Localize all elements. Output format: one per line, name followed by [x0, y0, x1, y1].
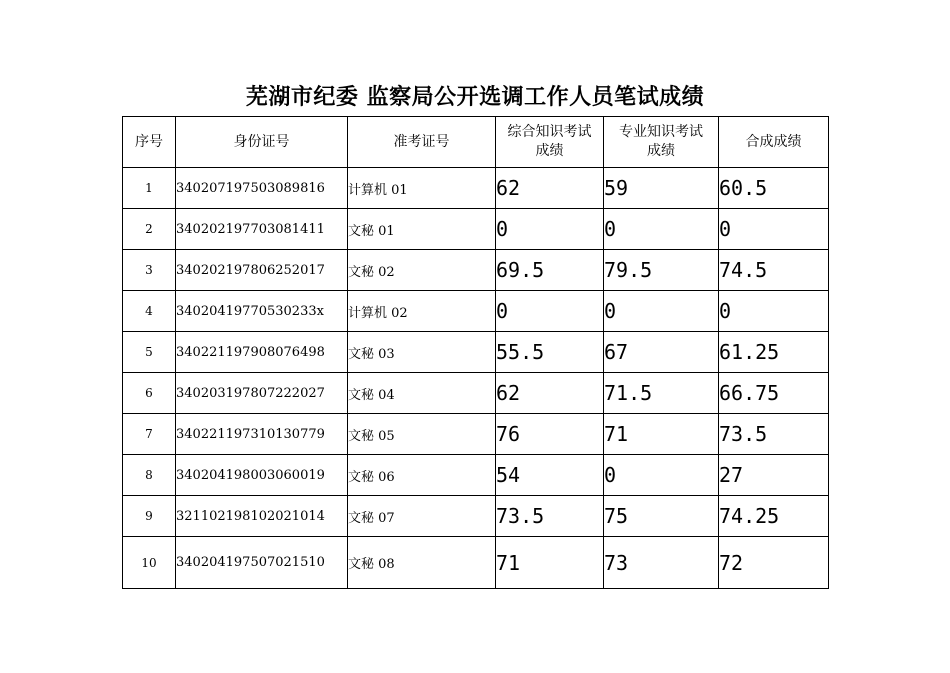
header-total-score: 合成成绩 [719, 117, 829, 168]
ticket-number-cell: 文秘 05 [348, 414, 496, 455]
table-row [123, 373, 829, 414]
professional-score-cell: 67 [604, 332, 719, 373]
general-score-cell: 0 [496, 291, 604, 332]
general-score-cell: 73.5 [496, 496, 604, 537]
table-row [123, 332, 829, 373]
id-number-cell: 321102198102021014 [176, 496, 348, 537]
general-score-cell: 76 [496, 414, 604, 455]
header-id-number: 身份证号 [176, 117, 348, 168]
seq-cell: 10 [123, 537, 176, 589]
table-row [123, 250, 829, 291]
header-row [123, 117, 829, 168]
total-score-cell: 0 [719, 291, 829, 332]
id-number-cell: 340221197310130779 [176, 414, 348, 455]
table-row [123, 496, 829, 537]
professional-score-cell: 71 [604, 414, 719, 455]
total-score-cell: 74.25 [719, 496, 829, 537]
table-row [123, 168, 829, 209]
id-number-cell: 340202197703081411 [176, 209, 348, 250]
table-body [123, 168, 829, 589]
general-score-cell: 69.5 [496, 250, 604, 291]
seq-cell: 4 [123, 291, 176, 332]
total-score-cell: 74.5 [719, 250, 829, 291]
total-score-cell: 73.5 [719, 414, 829, 455]
id-number-cell: 340204198003060019 [176, 455, 348, 496]
seq-cell: 9 [123, 496, 176, 537]
general-score-cell: 54 [496, 455, 604, 496]
table-row [123, 455, 829, 496]
professional-score-cell: 73 [604, 537, 719, 589]
table-row [123, 291, 829, 332]
header-professional-score: 专业知识考试成绩 [604, 117, 719, 168]
ticket-number-cell: 计算机 01 [348, 168, 496, 209]
id-number-cell: 340202197806252017 [176, 250, 348, 291]
ticket-number-cell: 文秘 01 [348, 209, 496, 250]
ticket-number-cell: 文秘 08 [348, 537, 496, 589]
ticket-number-cell: 文秘 04 [348, 373, 496, 414]
total-score-cell: 66.75 [719, 373, 829, 414]
seq-cell: 3 [123, 250, 176, 291]
general-score-cell: 62 [496, 373, 604, 414]
total-score-cell: 0 [719, 209, 829, 250]
id-number-cell: 34020419770530233x [176, 291, 348, 332]
total-score-cell: 27 [719, 455, 829, 496]
table-row [123, 209, 829, 250]
page-title: 芜湖市纪委 监察局公开选调工作人员笔试成绩 [245, 85, 705, 110]
total-score-cell: 60.5 [719, 168, 829, 209]
general-score-cell: 55.5 [496, 332, 604, 373]
professional-score-cell: 0 [604, 209, 719, 250]
score-table [122, 116, 829, 589]
table-row [123, 537, 829, 589]
professional-score-cell: 75 [604, 496, 719, 537]
professional-score-cell: 79.5 [604, 250, 719, 291]
id-number-cell: 340204197507021510 [176, 537, 348, 589]
id-number-cell: 340221197908076498 [176, 332, 348, 373]
seq-cell: 5 [123, 332, 176, 373]
total-score-cell: 61.25 [719, 332, 829, 373]
professional-score-cell: 71.5 [604, 373, 719, 414]
id-number-cell: 340203197807222027 [176, 373, 348, 414]
ticket-number-cell: 文秘 02 [348, 250, 496, 291]
ticket-number-cell: 文秘 06 [348, 455, 496, 496]
ticket-number-cell: 文秘 03 [348, 332, 496, 373]
header-seq: 序号 [123, 117, 176, 168]
header-ticket-number: 准考证号 [348, 117, 496, 168]
professional-score-cell: 59 [604, 168, 719, 209]
seq-cell: 8 [123, 455, 176, 496]
id-number-cell: 340207197503089816 [176, 168, 348, 209]
general-score-cell: 71 [496, 537, 604, 589]
professional-score-cell: 0 [604, 291, 719, 332]
seq-cell: 7 [123, 414, 176, 455]
professional-score-cell: 0 [604, 455, 719, 496]
ticket-number-cell: 计算机 02 [348, 291, 496, 332]
seq-cell: 1 [123, 168, 176, 209]
header-general-score: 综合知识考试成绩 [496, 117, 604, 168]
seq-cell: 2 [123, 209, 176, 250]
seq-cell: 6 [123, 373, 176, 414]
total-score-cell: 72 [719, 537, 829, 589]
general-score-cell: 0 [496, 209, 604, 250]
general-score-cell: 62 [496, 168, 604, 209]
table-row [123, 414, 829, 455]
ticket-number-cell: 文秘 07 [348, 496, 496, 537]
